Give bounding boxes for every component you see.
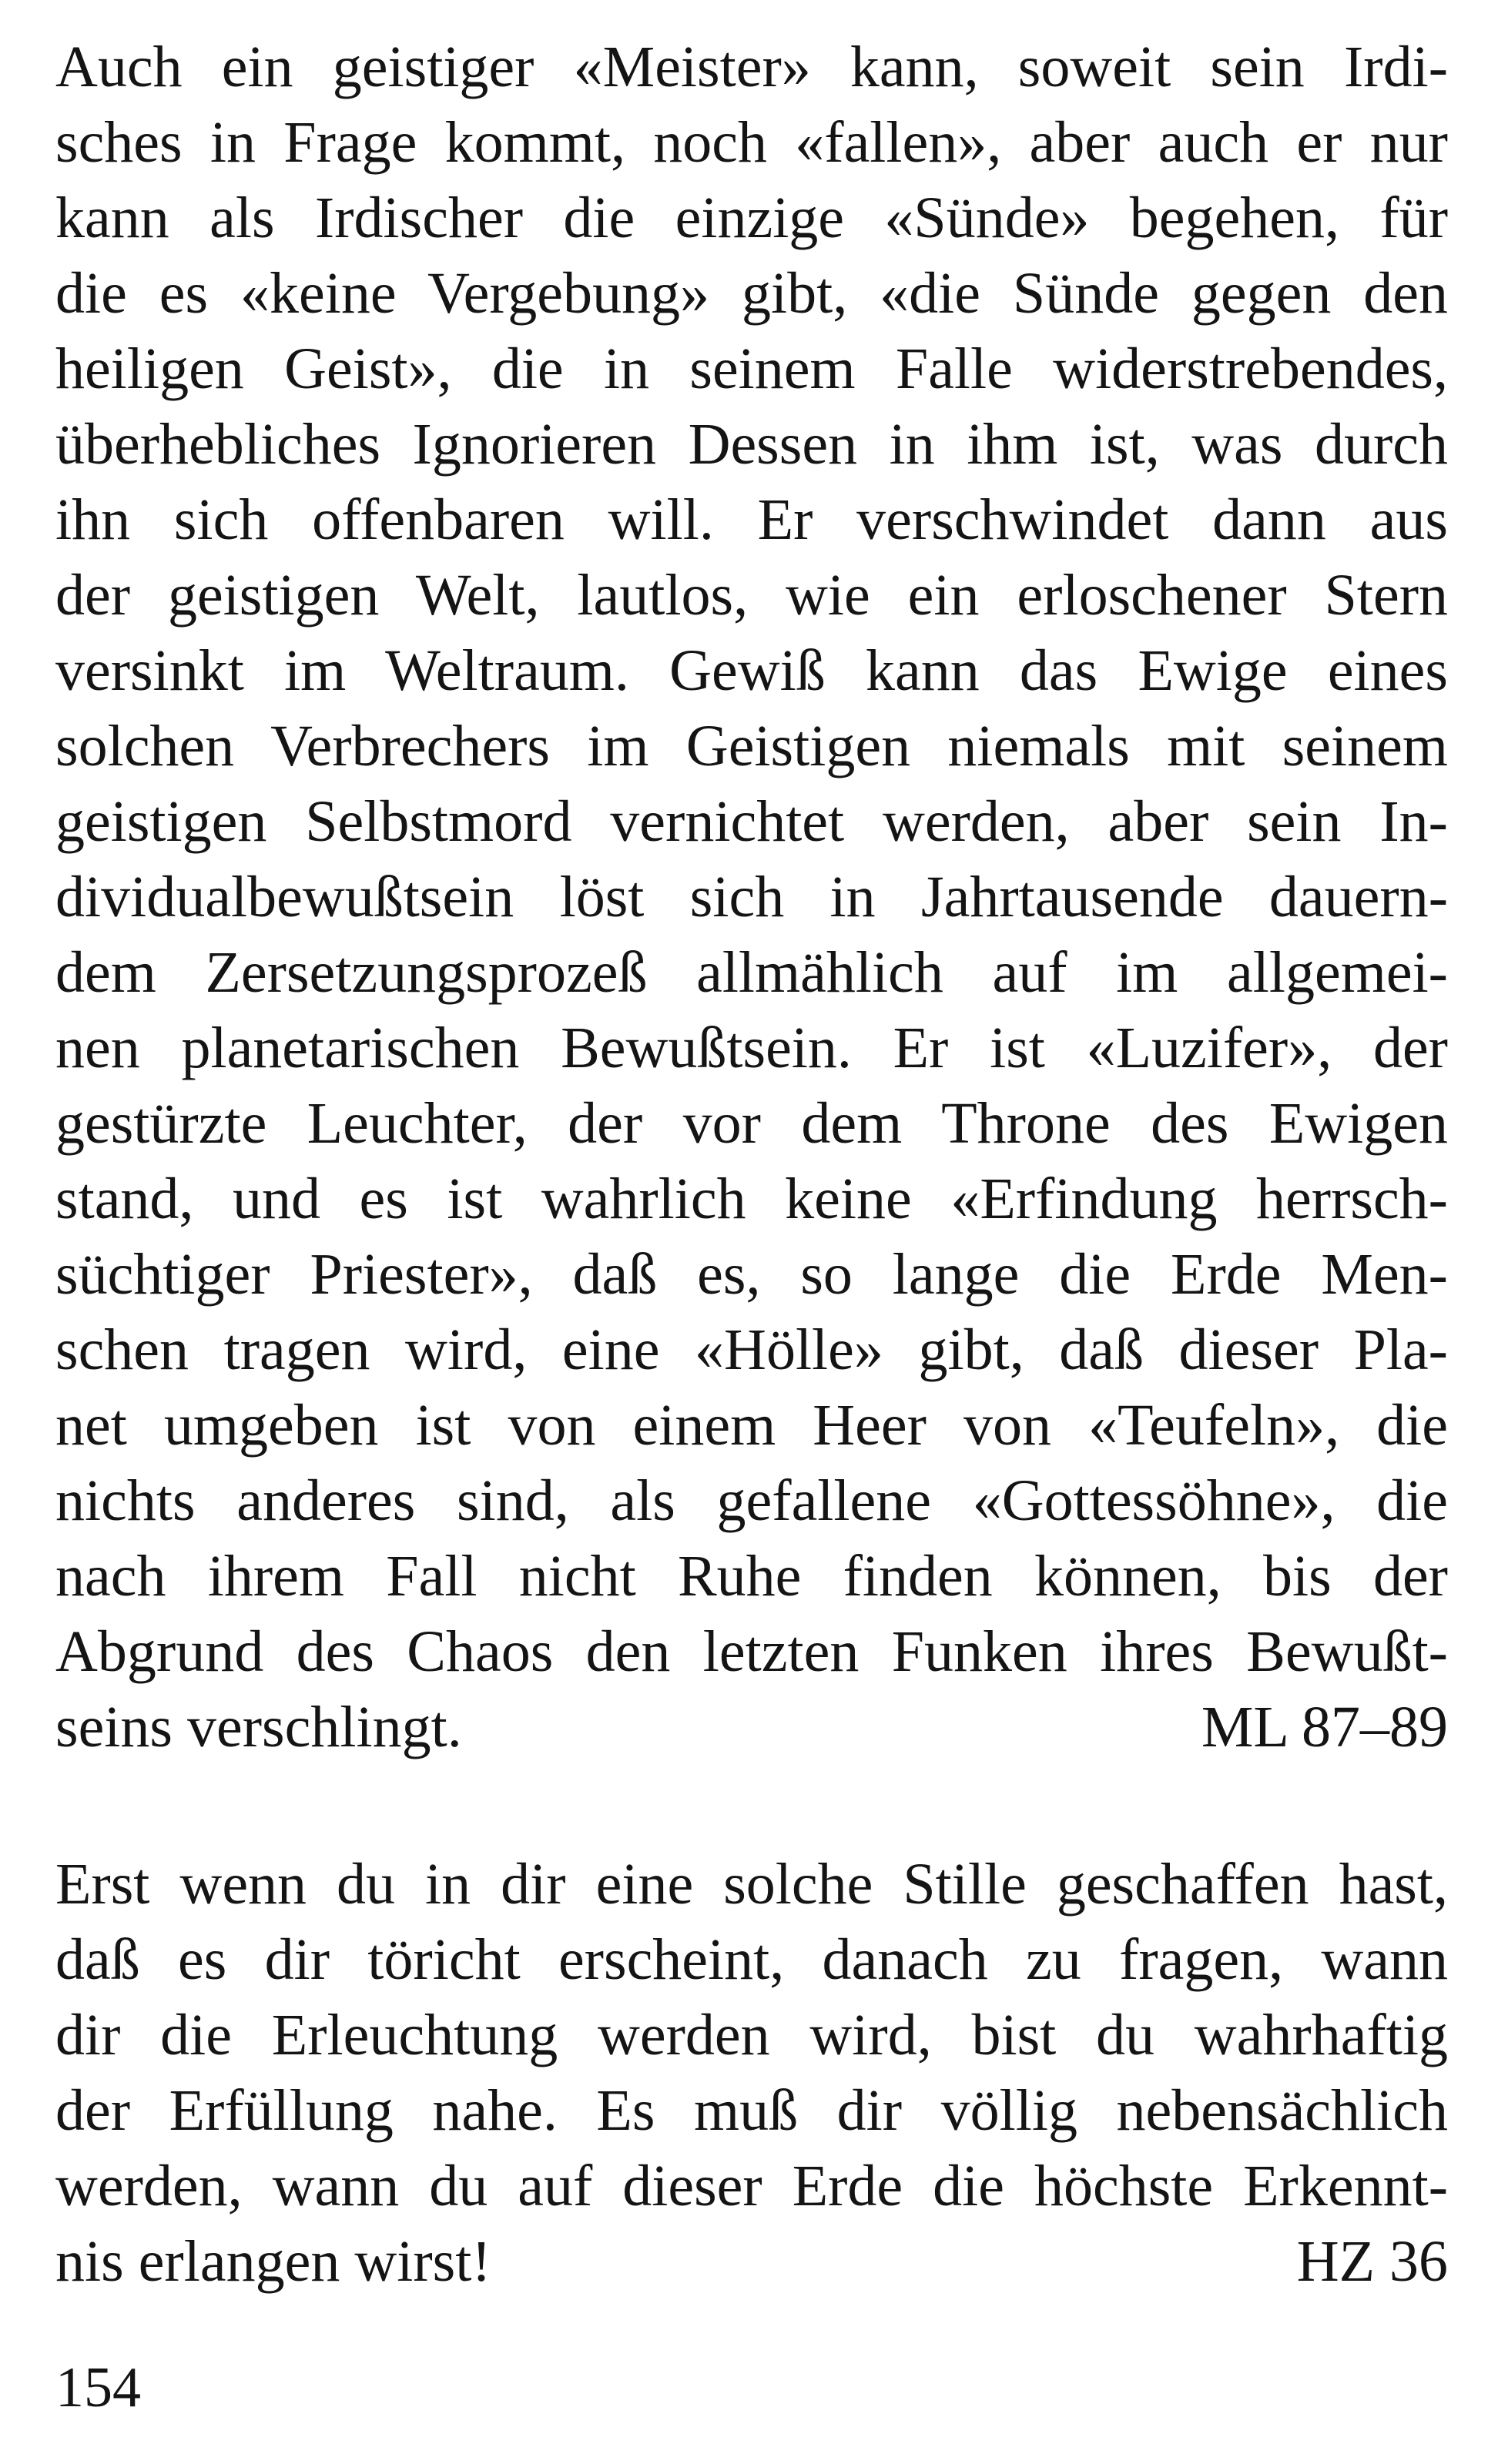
- text-line: schen tragen wird, eine «Hölle» gibt, daß dieser Pla-: [55, 1317, 1448, 1382]
- text-line: die es «keine Vergebung» gibt, «die Sünde gegen den: [55, 261, 1448, 326]
- text-line: sches in Frage kommt, noch «fallen», aber auch er nur: [55, 110, 1448, 175]
- text-line-last: seins verschlingt.: [55, 1695, 462, 1759]
- text-line: daß es dir töricht erscheint, danach zu fragen, wann: [55, 1927, 1448, 1992]
- source-reference: ML 87–89: [1201, 1695, 1448, 1759]
- text-line: Abgrund des Chaos den letzten Funken ihres Bewußt-: [55, 1619, 1448, 1684]
- text-line: werden, wann du auf dieser Erde die höchste Erkennt-: [55, 2154, 1448, 2218]
- text-line: geistigen Selbstmord vernichtet werden, aber sein In-: [55, 789, 1448, 854]
- text-line: der geistigen Welt, lautlos, wie ein erloschener Stern: [55, 563, 1448, 628]
- text-line: dem Zersetzungsprozeß allmählich auf im allgemei-: [55, 940, 1448, 1005]
- text-line: kann als Irdischer die einzige «Sünde» begehen, für: [55, 186, 1448, 250]
- passage-hz: [55, 1846, 1448, 2299]
- source-reference: HZ 36: [1296, 2229, 1448, 2294]
- text-line: dir die Erleuchtung werden wird, bist du wahrhaftig: [55, 2003, 1448, 2067]
- text-line: net umgeben ist von einem Heer von «Teufeln», die: [55, 1393, 1448, 1458]
- final-line-with-reference: [55, 1689, 1448, 1765]
- text-line: Erst wenn du in dir eine solche Stille geschaffen hast,: [55, 1852, 1448, 1917]
- text-line: nen planetarischen Bewußtsein. Er ist «Luzifer», der: [55, 1016, 1448, 1080]
- text-line: Auch ein geistiger «Meister» kann, soweit sein Irdi-: [55, 35, 1448, 99]
- passage-ml: [55, 29, 1448, 1765]
- text-line-last: nis erlangen wirst!: [55, 2229, 491, 2294]
- text-line: nach ihrem Fall nicht Ruhe finden können, bis der: [55, 1544, 1448, 1609]
- text-line: dividualbewußtsein löst sich in Jahrtausende dauern-: [55, 865, 1448, 929]
- text-line: der Erfüllung nahe. Es muß dir völlig nebensächlich: [55, 2078, 1448, 2143]
- text-line: überhebliches Ignorieren Dessen in ihm ist, was durch: [55, 412, 1448, 477]
- final-line-with-reference: [55, 2224, 1448, 2299]
- text-line: süchtiger Priester», daß es, so lange die Erde Men-: [55, 1242, 1448, 1307]
- page-number: 154: [55, 2356, 141, 2419]
- text-line: heiligen Geist», die in seinem Falle widerstrebendes,: [55, 336, 1448, 401]
- text-line: versinkt im Weltraum. Gewiß kann das Ewige eines: [55, 638, 1448, 703]
- text-line: ihn sich offenbaren will. Er verschwindet dann aus: [55, 487, 1448, 552]
- text-line: solchen Verbrechers im Geistigen niemals mit seinem: [55, 714, 1448, 778]
- text-line: gestürzte Leuchter, der vor dem Throne des Ewigen: [55, 1091, 1448, 1156]
- text-line: stand, und es ist wahrlich keine «Erfindung herrsch-: [55, 1167, 1448, 1231]
- text-line: nichts anderes sind, als gefallene «Gottessöhne», die: [55, 1468, 1448, 1533]
